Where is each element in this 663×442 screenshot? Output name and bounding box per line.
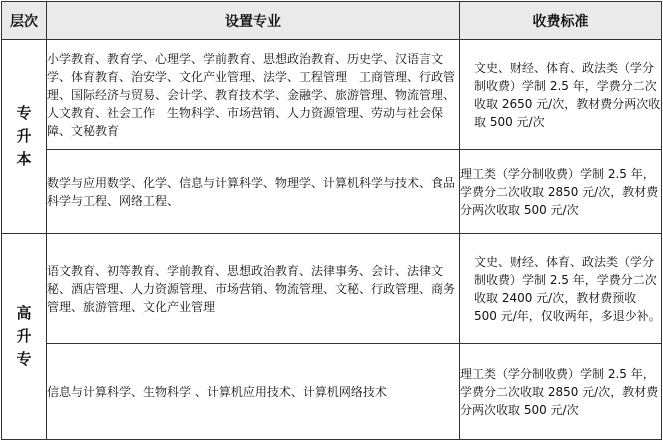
fee-standards-table (1, 1, 662, 440)
majors-cell: 信息与计算科学、生物科学 、计算机应用技术、计算机网络技术 (47, 344, 460, 440)
fee-cell: 文史、财经、体育、政法类（学分制收费）学制 2.5 年，学费分二次收取 2650 元/次，教材费分两次收取 500 元/次 (460, 40, 662, 150)
level-char: 高 (16, 304, 32, 322)
header-row (2, 2, 662, 40)
fee-cell: 理工类（学分制收费）学制 2.5 年，学费分二次收取 2850 元/次，教材费分两次收取 500 元/次 (460, 150, 662, 234)
level-char: 本 (16, 150, 32, 168)
level-char: 升 (16, 127, 32, 145)
header-fees: 收费标准 (460, 2, 662, 40)
level-char: 专 (16, 104, 32, 122)
fee-cell: 理工类（学分制收费）学制 2.5 年，学费分二次收取 2850 元/次，教材费分两次收取 500 元/次 (460, 344, 662, 440)
table-row (2, 234, 662, 344)
header-level: 层次 (2, 2, 47, 40)
table-row (2, 150, 662, 234)
level-char: 专 (16, 350, 32, 368)
table-row (2, 40, 662, 150)
header-majors: 设置专业 (47, 2, 460, 40)
fee-cell: 文史、财经、体育、政法类（学分制收费）学制 2.5 年，学费分二次收取 2400 元/次，教材费预收 500 元/年，仅收两年，多退少补。 (460, 234, 662, 344)
majors-cell: 数学与应用数学、化学、信息与计算科学、物理学、计算机科学与技术、食品科学与工程、网络工程、 (47, 150, 460, 234)
level-char: 升 (16, 327, 32, 345)
level-cell-junior-college (2, 234, 47, 440)
table-row (2, 344, 662, 440)
majors-cell: 小学教育、教育学、心理学、学前教育、思想政治教育、历史学、汉语言文学、体育教育、治安学、文化产业管理、法学、工程管理 工商管理、行政管理、国际经济与贸易、会计学、教育技术学、金融学、旅游管理、物流管理、人文教育、社会工作 生物科学、市场营销、人力资源管理、劳动与社会保障、文秘教育 (47, 40, 460, 150)
level-cell-undergrad (2, 40, 47, 234)
majors-cell: 语文教育、初等教育、学前教育、思想政治教育、法律事务、会计、法律文秘、酒店管理、人力资源管理、市场营销、物流管理、文秘、行政管理、商务管理、旅游管理、文化产业管理 (47, 234, 460, 344)
